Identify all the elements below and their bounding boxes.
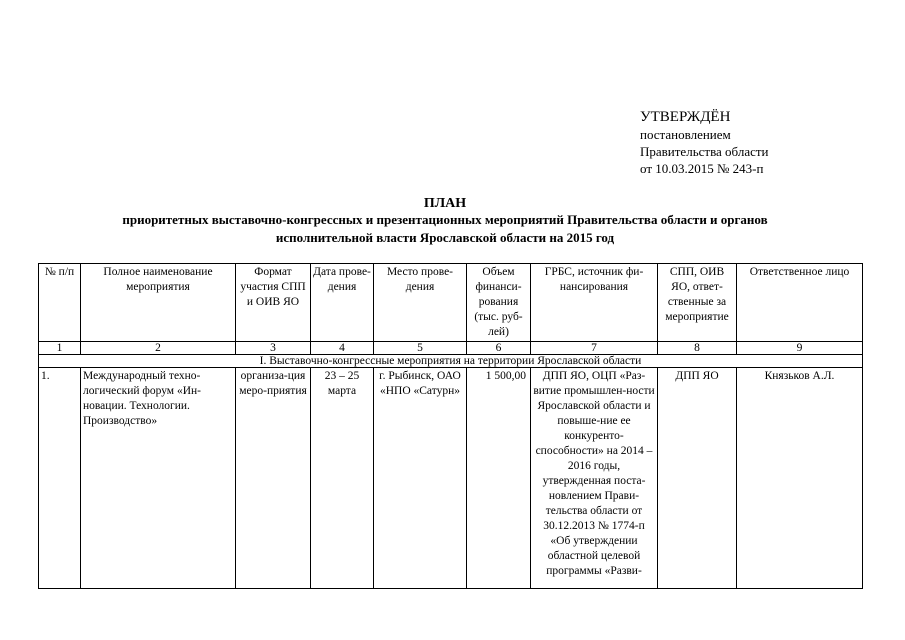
column-number: 9: [737, 342, 863, 355]
column-number-row: [39, 342, 863, 355]
event-date: 23 – 25 марта: [311, 368, 374, 589]
column-number: 8: [658, 342, 737, 355]
responsible-person: Князьков А.Л.: [737, 368, 863, 589]
header-cell-responsible-org: СПП, ОИВ ЯО, ответ-ственные за мероприятие: [658, 264, 737, 342]
column-number: 6: [467, 342, 531, 355]
funding-source: ДПП ЯО, ОЦП «Раз-витие промышлен-ности Ярославской области и повыше-ние ее конкуренто-способности» на 2014 – 2016 годы, утвержденная поста-новлением Прави-тельства области от 30.12.2013 № 1774-п «Об утверждении областной целевой программы «Разви-: [531, 368, 658, 589]
header-cell-format: Формат участия СПП и ОИВ ЯО: [236, 264, 311, 342]
event-name: Международный техно-логический форум «Ин-новации. Технологии. Производство»: [81, 368, 236, 589]
approval-line-3: от 10.03.2015 № 243-п: [640, 161, 764, 176]
event-place: г. Рыбинск, ОАО «НПО «Сатурн»: [374, 368, 467, 589]
approval-line-1: постановлением: [640, 127, 731, 142]
header-cell-name: Полное наименование мероприятия: [81, 264, 236, 342]
header-cell-place: Место прове-дения: [374, 264, 467, 342]
column-number: 1: [39, 342, 81, 355]
funding-amount: 1 500,00: [467, 368, 531, 589]
document-subtitle-line-1: приоритетных выставочно-конгрессных и презентационных мероприятий Правительства области и органов: [122, 212, 768, 227]
header-cell-source: ГРБС, источник фи-нансирования: [531, 264, 658, 342]
column-number: 2: [81, 342, 236, 355]
document-subtitle-line-2: исполнительной власти Ярославской области на 2015 год: [275, 230, 615, 245]
plan-table: [38, 263, 863, 589]
approval-line-2: Правительства области: [640, 144, 769, 159]
table-header-row: [39, 264, 863, 342]
column-number: 7: [531, 342, 658, 355]
row-number: 1.: [39, 368, 81, 589]
table-row: [39, 368, 863, 589]
column-number: 5: [374, 342, 467, 355]
approval-heading: УТВЕРЖДЁН: [640, 109, 731, 125]
document-title: ПЛАН: [423, 196, 467, 211]
participation-format: организа-ция меро-приятия: [236, 368, 311, 589]
section-title: I. Выставочно-конгрессные мероприятия на территории Ярославской области: [39, 355, 863, 368]
column-number: 3: [236, 342, 311, 355]
header-cell-amount: Объем финанси-рования (тыс. руб-лей): [467, 264, 531, 342]
section-row: [39, 355, 863, 368]
header-cell-date: Дата прове-дения: [311, 264, 374, 342]
header-cell-num: № п/п: [39, 264, 81, 342]
column-number: 4: [311, 342, 374, 355]
approval-stamp: [640, 109, 880, 177]
responsible-org: ДПП ЯО: [658, 368, 737, 589]
header-cell-person: Ответственное лицо: [737, 264, 863, 342]
